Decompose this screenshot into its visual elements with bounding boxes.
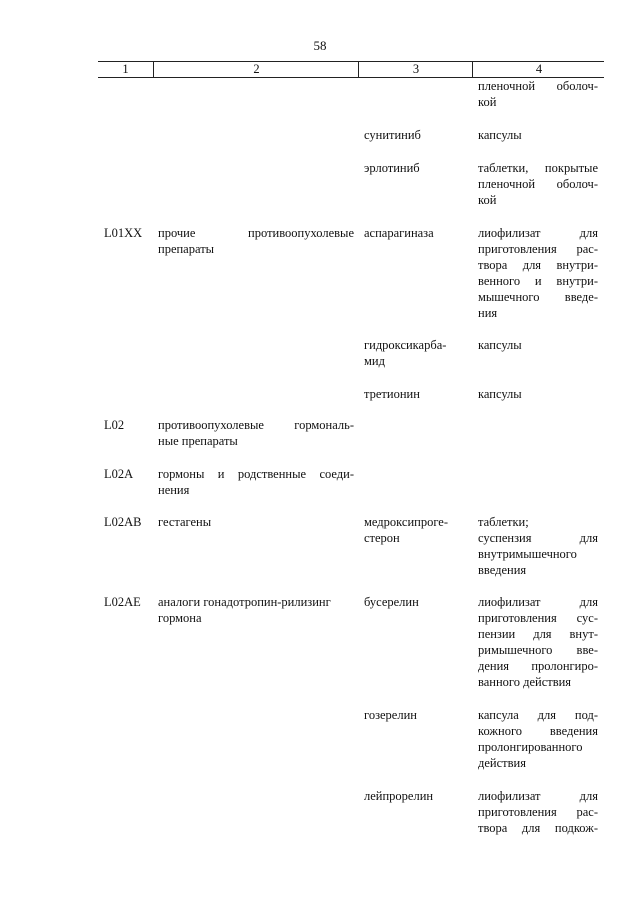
dosage-form <box>478 386 598 402</box>
group-name <box>158 466 354 498</box>
text-line: бусерелин <box>364 595 419 609</box>
text-line: противоопухолевые гормональ- <box>158 418 354 432</box>
text-line: пленочной оболоч- <box>478 177 598 191</box>
drug-name <box>364 788 469 804</box>
text-line: твора для внутри- <box>478 258 598 272</box>
text-line: лиофилизат для <box>478 789 598 803</box>
text-line: лейпрорелин <box>364 789 434 803</box>
drug-name <box>364 386 469 402</box>
dosage-form <box>478 594 598 690</box>
text-line: кожного введения <box>478 724 598 738</box>
text-line: действия <box>478 756 526 770</box>
text-line: твора для подкож- <box>478 821 598 835</box>
header-col-1: 1 <box>122 62 129 76</box>
text-line: прочие противоопухолевые <box>158 226 354 240</box>
drug-name <box>364 707 469 723</box>
text-line: третионин <box>364 387 420 401</box>
text-line: мид <box>364 354 385 368</box>
header-col-4: 4 <box>472 62 605 77</box>
text-line: гозерелин <box>364 708 417 722</box>
text-line: капсулы <box>478 128 522 142</box>
text-line: приготовления рас- <box>478 242 598 256</box>
text-line: приготовления рас- <box>478 805 598 819</box>
text-line: капсула для под- <box>478 708 598 722</box>
text-line: пролонгированного <box>478 740 583 754</box>
text-line: мышечного введе- <box>478 290 598 304</box>
text-line: таблетки; <box>478 515 529 529</box>
text-line: кой <box>478 193 497 207</box>
text-line: лиофилизат для <box>478 595 598 609</box>
header-col-2: 2 <box>153 62 359 77</box>
drug-name <box>364 594 469 610</box>
text-line: пленочной оболоч- <box>478 79 598 93</box>
atc-code: L02 <box>104 418 125 432</box>
dosage-form <box>478 160 598 208</box>
text-line: препараты <box>158 242 215 256</box>
text-line: пензии для внут- <box>478 627 598 641</box>
atc-code: L02A <box>104 467 134 481</box>
group-name <box>158 417 354 449</box>
text-line: ния <box>478 306 498 320</box>
atc-code: L02AB <box>104 515 142 529</box>
text-line: внутримышечного <box>478 547 577 561</box>
atc-code: L02AE <box>104 595 141 609</box>
text-line: приготовления сус- <box>478 611 598 625</box>
text-line: сунитиниб <box>364 128 421 142</box>
page-number: 58 <box>313 38 327 53</box>
drug-name <box>364 337 469 369</box>
text-line: суспензия для <box>478 531 598 545</box>
header-col-3: 3 <box>358 62 473 77</box>
dosage-form <box>478 707 598 771</box>
text-line: дения пролонгиро- <box>478 659 598 673</box>
text-line: капсулы <box>478 387 522 401</box>
text-line: аспарагиназа <box>364 226 434 240</box>
text-line: аналоги гонадотропин-рилизинг <box>158 595 331 609</box>
atc-code: L01XX <box>104 226 143 240</box>
dosage-form <box>478 337 598 353</box>
group-name <box>158 225 354 257</box>
text-line: медроксипроге- <box>364 515 449 529</box>
text-line: ные препараты <box>158 434 238 448</box>
table-header <box>98 61 604 78</box>
text-line: гормоны и родственные соеди- <box>158 467 354 481</box>
dosage-form <box>478 78 598 110</box>
text-line: лиофилизат для <box>478 226 598 240</box>
group-name <box>158 594 354 626</box>
drug-name <box>364 160 469 176</box>
dosage-form <box>478 788 598 836</box>
text-line: ванного действия <box>478 675 572 689</box>
text-line: эрлотиниб <box>364 161 420 175</box>
drug-name <box>364 225 469 241</box>
text-line: капсулы <box>478 338 522 352</box>
dosage-form <box>478 127 598 143</box>
text-line: римышечного вве- <box>478 643 598 657</box>
drug-name <box>364 127 469 143</box>
dosage-form <box>478 514 598 578</box>
text-line: гормона <box>158 611 202 625</box>
text-line: нения <box>158 483 190 497</box>
text-line: венного и внутри- <box>478 274 598 288</box>
text-line: кой <box>478 95 497 109</box>
text-line: введения <box>478 563 527 577</box>
text-line: гидроксикарба- <box>364 338 447 352</box>
text-line: таблетки, покрытые <box>478 161 598 175</box>
drug-name <box>364 514 469 546</box>
group-name <box>158 514 354 530</box>
text-line: гестагены <box>158 515 212 529</box>
dosage-form <box>478 225 598 321</box>
text-line: стерон <box>364 531 400 545</box>
